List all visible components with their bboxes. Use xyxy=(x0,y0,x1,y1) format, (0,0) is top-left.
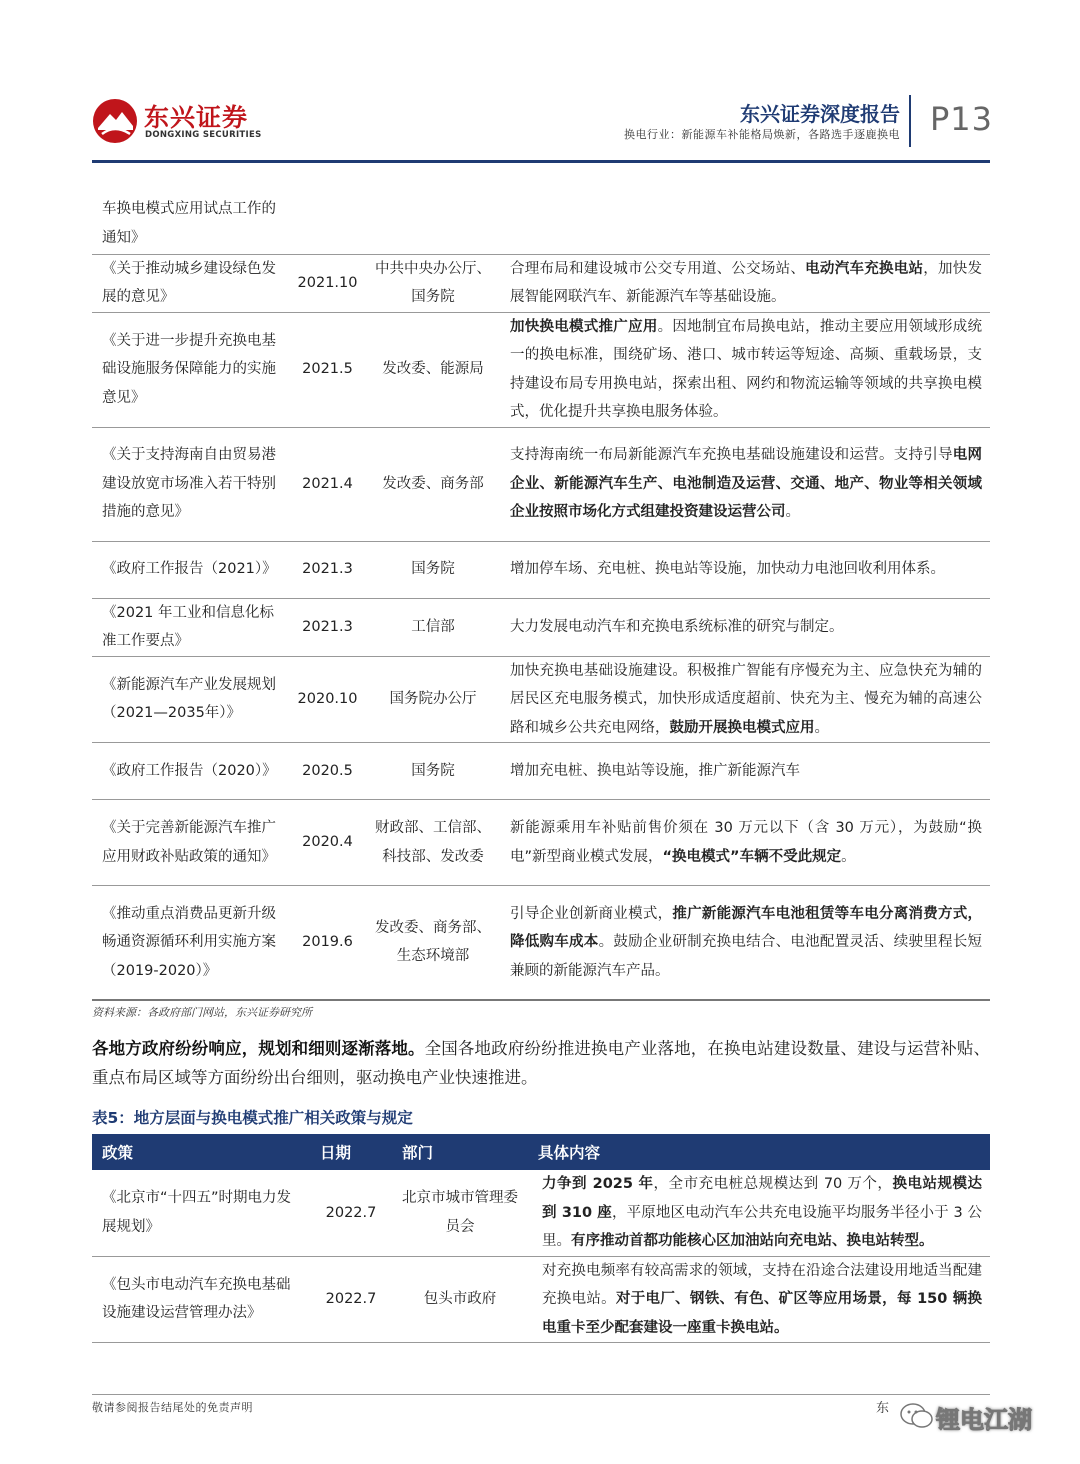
policy-date: 2021.4 xyxy=(285,427,370,541)
content-text: 加快充换电基础设施建设。积极推广智能有序慢充为主、应急快充为辅的居民区充电服务模式，加快形成适度超前、快充为主、慢充为辅的高速公路和城乡公共充电网络， xyxy=(510,662,982,736)
policy-name: 《关于完善新能源汽车推广应用财政补贴政策的通知》 xyxy=(92,800,285,886)
watermark xyxy=(900,1398,1050,1438)
table-row xyxy=(92,1170,990,1256)
policy-name: 《新能源汽车产业发展规划（2021—2035年）》 xyxy=(92,656,285,743)
policy-date: 2021.3 xyxy=(285,598,370,656)
table-row xyxy=(92,541,990,598)
policy-content xyxy=(496,656,990,743)
policy-name: 《关于支持海南自由贸易港建设放宽市场准入若干特别措施的意见》 xyxy=(92,427,285,541)
content-text: ，全市充电桩总规模达到 70 万个， xyxy=(653,1176,893,1192)
content-text: 对充换电频率有较高需求的领域，支持在沿途合法建设用地适当配建充换电站。 xyxy=(542,1262,982,1307)
content-text: 合理布局和建设城市公交专用道、公交场站、 xyxy=(510,260,806,277)
content-text: 。鼓励企业研制充换电结合、电池配置灵活、续驶里程长短兼顾的新能源汽车产品。 xyxy=(510,934,983,979)
report-subtitle: 换电行业：新能源车补能格局焕新，各路选手逐鹿换电 xyxy=(624,128,900,141)
policy-date: 2019.6 xyxy=(285,886,370,1000)
table-source: 资料来源：各政府部门网站，东兴证券研究所 xyxy=(92,1006,312,1019)
policy-date: 2022.7 xyxy=(310,1170,392,1256)
policy-content xyxy=(496,194,990,254)
policy-content xyxy=(528,1170,990,1256)
content-text: 支持海南统一布局新能源汽车充换电基础设施建设和运营。支持引导 xyxy=(510,447,953,464)
policy-name: 《政府工作报告（2020）》 xyxy=(92,743,285,800)
report-title: 东兴证券深度报告 xyxy=(740,102,900,126)
policy-dept: 国务院 xyxy=(370,541,496,598)
policy-name: 《关于推动城乡建设绿色发展的意见》 xyxy=(92,254,285,312)
column-header: 政策 xyxy=(92,1134,310,1170)
policy-dept: 发改委、商务部、生态环境部 xyxy=(370,886,496,1000)
policy-name: 《推动重点消费品更新升级畅通资源循环利用实施方案（2019-2020）》 xyxy=(92,886,285,1000)
paragraph-lead: 各地方政府纷纷响应，规划和细则逐渐落地。 xyxy=(92,1039,425,1058)
page-number: P13 xyxy=(930,100,994,138)
table2-title: 表5：地方层面与换电模式推广相关政策与规定 xyxy=(92,1109,413,1127)
policy-name: 《包头市电动汽车充换电基础设施建设运营管理办法》 xyxy=(92,1256,310,1343)
table-row xyxy=(92,1256,990,1343)
local-policy-table xyxy=(92,1134,990,1343)
table-row xyxy=(92,656,990,743)
content-bold: 推广新能源汽车电池租赁等车电分离消费方式，降低购车成本 xyxy=(510,905,983,950)
content-text: 。 xyxy=(814,719,829,736)
watermark-text: 锂电江湖 xyxy=(936,1406,1032,1434)
header-divider xyxy=(909,95,911,147)
policy-dept: 发改委、商务部 xyxy=(370,427,496,541)
content-bold: 鼓励开展换电模式应用 xyxy=(669,719,815,736)
table-row xyxy=(92,886,990,1000)
table-row xyxy=(92,312,990,427)
content-bold: 换电站规模达到 310 座 xyxy=(542,1176,983,1221)
policy-content xyxy=(528,1256,990,1343)
policy-content xyxy=(496,427,990,541)
footer-brand: 东 xyxy=(876,1401,890,1416)
policy-date: 2021.5 xyxy=(285,312,370,427)
table-row xyxy=(92,194,990,254)
policy-content xyxy=(496,254,990,312)
policy-dept: 国务院办公厅 xyxy=(370,656,496,743)
table-header-row xyxy=(92,1134,990,1170)
policy-date: 2021.10 xyxy=(285,254,370,312)
page-header xyxy=(0,0,1080,165)
footer-rule xyxy=(92,1394,990,1395)
header-rule xyxy=(92,160,990,163)
policy-content xyxy=(496,743,990,800)
policy-name: 车换电模式应用试点工作的通知》 xyxy=(92,194,285,254)
table-row xyxy=(92,427,990,541)
wechat-icon xyxy=(900,1402,934,1430)
policy-content xyxy=(496,541,990,598)
policy-dept: 中共中央办公厅、国务院 xyxy=(370,254,496,312)
policy-name: 《2021 年工业和信息化标准工作要点》 xyxy=(92,598,285,656)
content-text: 。 xyxy=(785,504,800,521)
footer-disclaimer: 敬请参阅报告结尾处的免责声明 xyxy=(92,1401,253,1414)
column-header: 具体内容 xyxy=(528,1134,990,1170)
policy-dept xyxy=(370,194,496,254)
content-bold: 加快换电模式推广应用 xyxy=(510,318,658,335)
policy-dept: 北京市城市管理委员会 xyxy=(392,1170,528,1256)
table-row xyxy=(92,254,990,312)
content-text: ，平原地区电动汽车公共充电设施平均服务半径小于 3 公里。 xyxy=(542,1204,982,1249)
content-text: 。 xyxy=(841,848,856,865)
content-text: 增加充电桩、换电站等设施，推广新能源汽车 xyxy=(510,762,800,779)
policy-dept: 国务院 xyxy=(370,743,496,800)
company-logo xyxy=(92,98,292,148)
body-paragraph xyxy=(92,1034,990,1092)
column-header: 日期 xyxy=(310,1134,392,1170)
policy-dept: 财政部、工信部、科技部、发改委 xyxy=(370,800,496,886)
policy-name: 《北京市“十四五”时期电力发展规划》 xyxy=(92,1170,310,1256)
national-policy-table xyxy=(92,194,990,1001)
content-text: 引导企业创新商业模式， xyxy=(510,905,673,922)
table-row xyxy=(92,743,990,800)
content-text: 新能源乘用车补贴前售价须在 30 万元以下（含 30 万元），为鼓励“换电”新型商业模式发展， xyxy=(510,820,982,865)
policy-date: 2022.7 xyxy=(310,1256,392,1343)
content-text: ，加快发展智能网联汽车、新能源汽车等基础设施。 xyxy=(510,260,983,305)
policy-name: 《政府工作报告（2021）》 xyxy=(92,541,285,598)
table-row xyxy=(92,800,990,886)
content-bold: 力争到 2025 年 xyxy=(542,1176,654,1192)
policy-content xyxy=(496,800,990,886)
content-text: 大力发展电动汽车和充换电系统标准的研究与制定。 xyxy=(510,618,844,635)
content-bold: “换电模式”车辆不受此规定 xyxy=(662,848,842,865)
policy-content xyxy=(496,598,990,656)
content-bold: 电动汽车充换电站 xyxy=(805,260,924,277)
policy-date: 2020.10 xyxy=(285,656,370,743)
policy-date: 2020.5 xyxy=(285,743,370,800)
policy-date: 2021.3 xyxy=(285,541,370,598)
content-text: 增加停车场、充电桩、换电站等设施，加快动力电池回收利用体系。 xyxy=(510,561,945,578)
policy-name: 《关于进一步提升充换电基础设施服务保障能力的实施意见》 xyxy=(92,312,285,427)
content-bold: 电网企业、新能源汽车生产、电池制造及运营、交通、地产、物业等相关领域企业按照市场化方式组建投资建设运营公司 xyxy=(510,447,983,521)
table-row xyxy=(92,598,990,656)
policy-content xyxy=(496,312,990,427)
logo-mountain-icon xyxy=(92,98,138,144)
policy-dept: 包头市政府 xyxy=(392,1256,528,1343)
logo-text-en: DONGXING SECURITIES xyxy=(145,130,262,140)
policy-date: 2020.4 xyxy=(285,800,370,886)
policy-dept: 工信部 xyxy=(370,598,496,656)
content-bold: 对于电厂、钢铁、有色、矿区等应用场景，每 150 辆换电重卡至少配套建设一座重卡换电站。 xyxy=(542,1291,982,1336)
column-header: 部门 xyxy=(392,1134,528,1170)
policy-date xyxy=(285,194,370,254)
logo-text-cn: 东兴证券 xyxy=(144,103,249,132)
content-bold: 有序推动首都功能核心区加油站向充电站、换电站转型。 xyxy=(571,1233,934,1249)
content-text: 。因地制宜布局换电站，推动主要应用领域形成统一的换电标准，围绕矿场、港口、城市转运等短途、高频、重载场景，支持建设布局专用换电站，探索出租、网约和物流运输等领域的共享换电模式，优化提升共享换电服务体验。 xyxy=(510,318,983,420)
policy-dept: 发改委、能源局 xyxy=(370,312,496,427)
paragraph-text: 全国各地政府纷纷推进换电产业落地，在换电站建设数量、建设与运营补贴、重点布局区域等方面纷纷出台细则，驱动换电产业快速推进。 xyxy=(92,1039,991,1087)
policy-content xyxy=(496,886,990,1000)
